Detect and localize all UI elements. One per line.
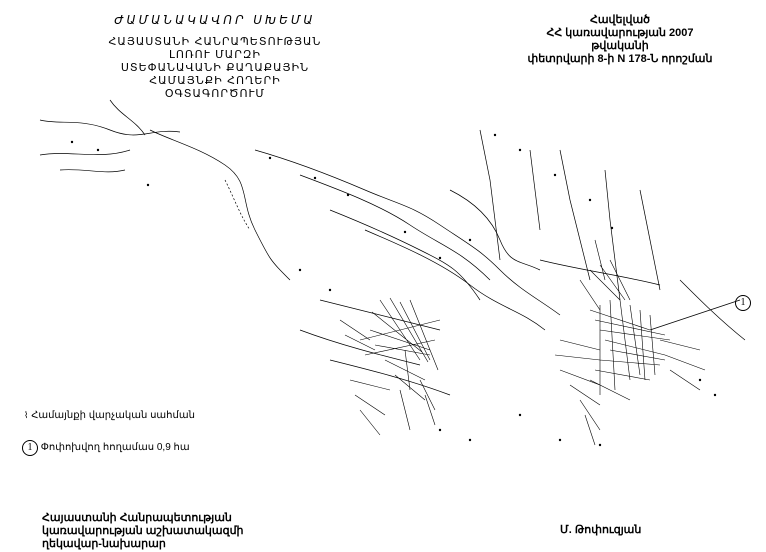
road-line xyxy=(150,130,290,280)
road-line xyxy=(605,170,620,300)
approval-line-1: Հավելված xyxy=(589,14,651,26)
footer-signatory-title xyxy=(42,512,244,551)
road-line xyxy=(60,170,125,172)
legend-boundary-label: Համայնքի վարչական սահման xyxy=(31,410,195,421)
leader-line xyxy=(650,300,740,330)
road-line xyxy=(110,100,145,135)
marker-number: 1 xyxy=(735,295,751,311)
road-line xyxy=(450,190,540,270)
road-line xyxy=(300,330,420,365)
road-line xyxy=(40,150,130,155)
river-line xyxy=(365,230,545,330)
river-line xyxy=(255,150,560,315)
road-line xyxy=(330,210,480,300)
boundary-legend-icon: ⌇ xyxy=(24,410,29,420)
river-line xyxy=(300,175,490,280)
road-line xyxy=(540,260,660,285)
footer-line-2: կառավարության աշխատակազմի xyxy=(42,525,244,537)
changed-plot-marker xyxy=(735,290,751,311)
approval-line-2: ՀՀ կառավարության 2007 թվականի xyxy=(546,27,694,52)
legend-item-boundary xyxy=(24,410,195,421)
road-line xyxy=(320,300,440,330)
road-line xyxy=(640,190,660,290)
settlement-east-cluster xyxy=(555,240,705,445)
settlement-dots xyxy=(71,134,716,446)
road-line xyxy=(560,150,590,280)
legend-marker-icon: 1 xyxy=(22,440,38,456)
road-line xyxy=(480,130,500,260)
map-subtitle-line-2: ՍՏԵՓԱՆԱՎԱՆԻ ՔԱՂԱՔԱՅԻՆ ՀԱՄԱՅՆՔԻ ՀՈՂԵՐԻ xyxy=(120,61,310,87)
map-title: ԺԱՄԱՆԱԿԱՎՈՐ ՍԽԵՄԱ xyxy=(114,13,316,27)
road-line xyxy=(530,150,540,230)
legend-changed-plot-label: Փոփոխվող հողամաս 0,9 հա xyxy=(40,442,190,453)
footer-signature: Մ. Թոփուզյան xyxy=(560,524,642,536)
legend-item-changed-plot xyxy=(22,440,190,456)
footer-line-3: ղեկավար-նախարար xyxy=(42,538,166,550)
river-line xyxy=(40,120,180,135)
map-subtitle-line-3: ՕԳՏԱԳՈՐԾՈՒՄ xyxy=(164,87,266,100)
footer-line-1: Հայաստանի Հանրապետության xyxy=(42,512,232,524)
approval-line-3: փետրվարի 8-ի N 178-Ն որոշման xyxy=(527,53,713,65)
map-subtitle-line-1: ՀԱՅԱՍՏԱՆԻ ՀԱՆՐԱՊԵՏՈՒԹՅԱՆ ԼՈՌՈՒ ՄԱՐԶԻ xyxy=(108,35,322,61)
